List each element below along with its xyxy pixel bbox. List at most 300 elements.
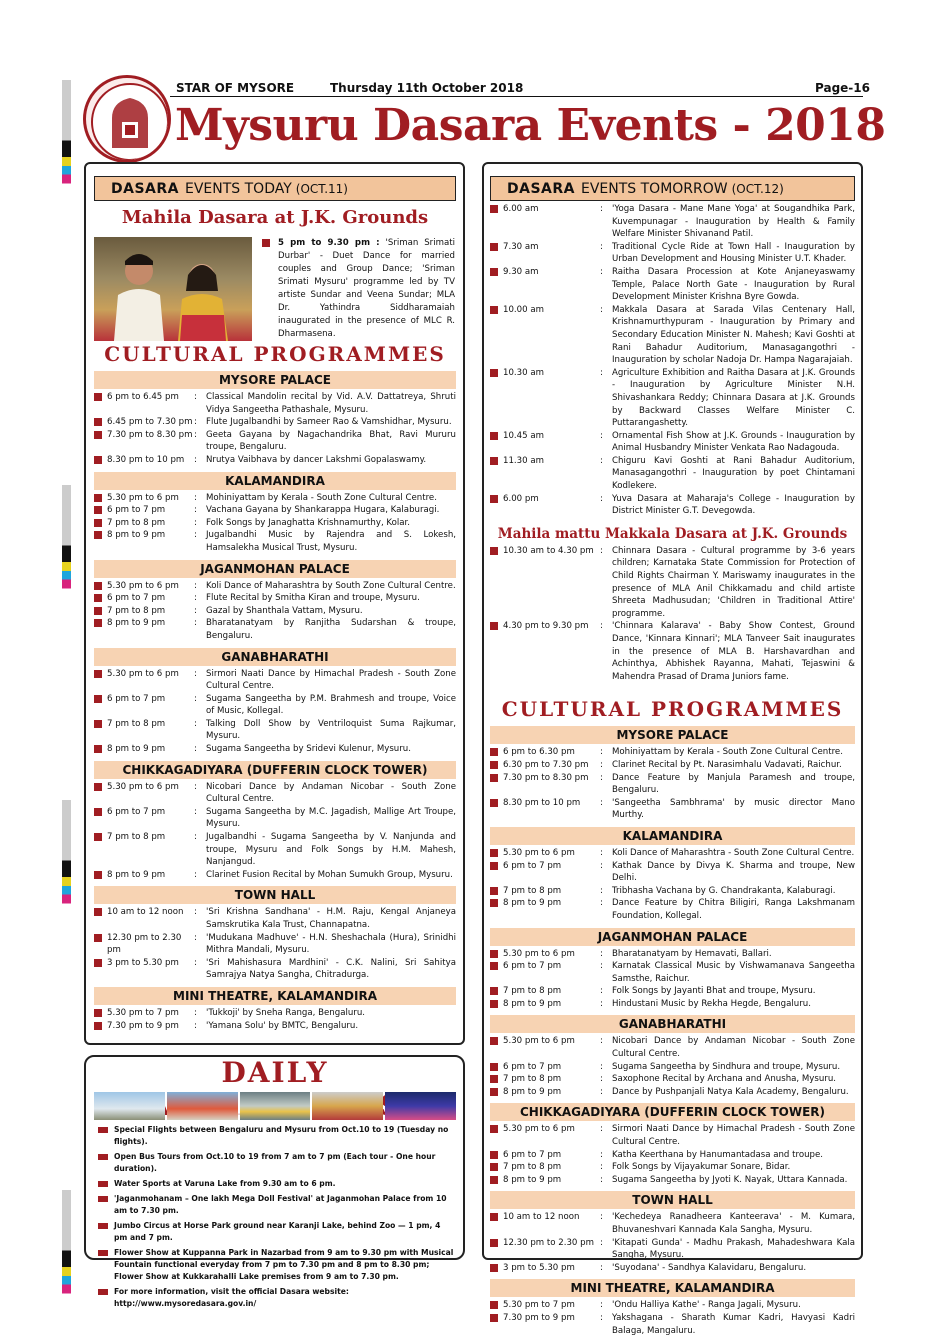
attraction-item (98, 1247, 456, 1283)
colon-separator: : (600, 1174, 603, 1185)
bullet-icon (98, 1127, 108, 1133)
attraction-text: Jumbo Circus at Horse Park ground near Karanji Lake, behind Zoo — 1 pm, 4 pm and 7 pm. (114, 1221, 441, 1242)
couple-photo (94, 237, 252, 341)
today-section-title (94, 176, 456, 201)
schedule-row (490, 620, 855, 683)
schedule-description: Sugama Sangeetha by M.C. Jagadish, Mallige Art Troupe, Mysuru. (206, 806, 456, 830)
bus-photo (167, 1092, 238, 1120)
attractions-photo-strip (94, 1092, 456, 1120)
schedule-row (490, 948, 855, 961)
schedule-time: 6.00 pm (503, 493, 539, 504)
schedule-time: 8 pm to 9 pm (503, 1086, 562, 1097)
schedule-time: 6 pm to 7 pm (107, 693, 166, 704)
bullet-icon (94, 908, 102, 916)
schedule-row (490, 493, 855, 518)
bullet-icon (98, 1181, 108, 1187)
colon-separator: : (600, 1300, 603, 1311)
bullet-icon (94, 594, 102, 602)
colon-separator: : (600, 621, 603, 632)
colon-separator: : (194, 517, 197, 528)
bullet-icon (94, 519, 102, 527)
colon-separator: : (194, 932, 197, 943)
schedule-time: 6.00 am (503, 204, 539, 214)
attraction-item (98, 1151, 456, 1175)
schedule-time: 7 pm to 8 pm (107, 718, 166, 729)
bullet-icon (490, 243, 498, 251)
schedule-description: Flute Recital by Smitha Kiran and troupe, Mysuru. (206, 593, 420, 604)
venue-schedule (490, 1299, 855, 1337)
attraction-text: Flower Show at Kuppanna Park in Nazarbad from 9 am to 9.30 pm with Musical Fountain functional everyday from 7 pm to 7.30 pm and 8 pm to 8.30 pm; Flower Show at Kukkarahalli Lake premises from 9 am to 7.30 pm. (114, 1248, 454, 1281)
bullet-icon (94, 456, 102, 464)
schedule-description: 'Yoga Dasara - Mane Mane Yoga' at Sougandhika Park, Kuvempunagar - Inauguration by Health & Family Welfare Minister Shivanand Patil. (612, 204, 855, 240)
schedule-time: 8 pm to 9 pm (503, 998, 562, 1009)
tomorrow-cultural-heading: CULTURAL PROGRAMMES (501, 697, 844, 722)
schedule-row (94, 391, 456, 416)
schedule-row (94, 492, 456, 505)
schedule-description: 'Sri Krishna Sandhana' - H.M. Raju, Kengal Anjaneya Samskrutika Kala Trust, Channapatna. (206, 907, 456, 930)
colon-separator: : (194, 392, 197, 402)
tomorrow-mahila-title: Mahila mattu Makkala Dasara at J.K. Grounds (497, 525, 848, 542)
bullet-icon (490, 748, 498, 756)
schedule-time: 8 pm to 9 pm (503, 898, 562, 909)
bullet-icon (94, 607, 102, 615)
bullet-icon (490, 622, 498, 630)
bullet-icon (94, 431, 102, 439)
schedule-description: 'Sri Mahishasura Mardhini' - C.K. Nalini, Sri Sahitya Samrajya Natya Sangha, Chitradurga. (206, 957, 456, 981)
schedule-description: Folk Songs by Vijayakumar Sonare, Bidar. (612, 1162, 791, 1173)
schedule-time: 5.30 pm to 6 pm (503, 948, 575, 959)
bullet-icon (490, 1125, 498, 1133)
schedule-row (94, 743, 456, 756)
schedule-row (490, 367, 855, 430)
attraction-item (98, 1286, 456, 1310)
schedule-time: 7 pm to 8 pm (107, 832, 166, 843)
schedule-row (94, 605, 456, 618)
schedule-description: 'Yamana Solu' by BMTC, Bengaluru. (206, 1020, 359, 1031)
colon-separator: : (600, 367, 603, 378)
colon-separator: : (194, 492, 197, 503)
schedule-row (490, 985, 855, 998)
colon-separator: : (600, 1036, 603, 1047)
bullet-icon (490, 547, 498, 555)
attractions-title: DAILY (221, 1056, 329, 1089)
schedule-row (490, 746, 855, 759)
schedule-description: Mohiniyattam by Kerala - South Zone Cultural Centre. (206, 492, 437, 503)
schedule-row (94, 517, 456, 530)
colon-separator: : (600, 266, 603, 277)
attraction-text: 'Jaganmohanam – One lakh Mega Doll Festival' at Jaganmohan Palace from 10 am to 7.30 pm. (114, 1194, 447, 1215)
schedule-row (490, 998, 855, 1011)
schedule-time: 10.30 am (503, 367, 544, 378)
bullet-icon (98, 1154, 108, 1160)
colon-separator: : (194, 580, 197, 591)
schedule-row (490, 266, 855, 304)
venue-heading: CHIKKAGADIYARA (DUFFERIN CLOCK TOWER) (490, 1103, 855, 1121)
schedule-description: Nicobari Dance by Andaman Nicobar - South Zone Cultural Centre. (206, 781, 456, 805)
bullet-icon (94, 934, 102, 942)
colon-separator: : (600, 797, 603, 808)
page-headline: Mysuru Dasara Events - 2018 (175, 100, 886, 151)
doll-photo (312, 1092, 383, 1120)
colon-separator: : (600, 986, 603, 997)
schedule-description: 'Ondu Halliya Kathe' - Ranga Jagali, Mysuru. (612, 1300, 801, 1311)
venue-heading: TOWN HALL (490, 1191, 855, 1209)
today-date-label: (OCT.11) (295, 181, 348, 196)
bullet-icon (490, 457, 498, 465)
schedule-description: Gazal by Shanthala Vattam, Mysuru. (206, 605, 363, 616)
colon-separator: : (600, 1061, 603, 1072)
schedule-row (490, 860, 855, 885)
schedule-description: Tribhasha Vachana by G. Chandrakanta, Kalaburagi. (612, 885, 836, 896)
venue-schedule (490, 746, 855, 822)
colon-separator: : (600, 1074, 603, 1085)
bullet-icon (94, 418, 102, 426)
schedule-row (94, 529, 456, 554)
colon-separator: : (600, 1237, 603, 1248)
tomorrow-section-title (490, 176, 855, 201)
colon-separator: : (600, 1212, 603, 1223)
venue-heading: GANABHARATHI (94, 648, 456, 666)
attraction-item (98, 1178, 456, 1190)
schedule-description: Bharatanatyam by Ranjitha Sudarshan & troupe, Bengaluru. (206, 618, 456, 641)
attraction-item (98, 1124, 456, 1148)
schedule-description: Folk Songs by Jayanti Bhat and troupe, Mysuru. (612, 986, 816, 997)
schedule-time: 3 pm to 5.30 pm (107, 957, 179, 968)
schedule-description: Sugama Sangeetha by P.M. Brahmesh and troupe, Voice of Music, Kollegal. (206, 693, 456, 717)
schedule-description: Sirmori Naati Dance by Himachal Pradesh - South Zone Cultural Centre. (612, 1124, 855, 1148)
schedule-description: Nrutya Vaibhava by dancer Lakshmi Gopalaswamy. (206, 454, 427, 465)
schedule-time: 5.30 pm to 6 pm (107, 781, 179, 792)
schedule-row (94, 806, 456, 831)
registration-bar-top (62, 80, 71, 190)
schedule-time: 7 pm to 8 pm (107, 517, 166, 528)
schedule-row (94, 580, 456, 593)
venue-heading: MYSORE PALACE (94, 371, 456, 389)
schedule-row (94, 831, 456, 869)
colon-separator: : (600, 204, 603, 214)
registration-bar-bottom (62, 1190, 71, 1300)
schedule-row (94, 592, 456, 605)
bullet-icon (490, 1063, 498, 1071)
bullet-icon (490, 1088, 498, 1096)
schedule-time: 6 pm to 7 pm (503, 961, 562, 972)
watersports-photo (240, 1092, 311, 1120)
schedule-row (490, 897, 855, 922)
colon-separator: : (194, 668, 197, 679)
schedule-description: Clarinet Recital by Pt. Narasimhalu Vadavati, Raichur. (612, 759, 842, 770)
bullet-icon (262, 239, 270, 247)
schedule-time: 7 pm to 8 pm (503, 885, 562, 896)
schedule-row (94, 1007, 456, 1020)
attraction-text: Water Sports at Varuna Lake from 9.30 am to 6 pm. (114, 1179, 336, 1188)
today-mahila-text: 'Sriman Srimati Durbar' - Duet Dance for married couples and Group Dance; 'Sriman Srimati Mysuru' programme led by TV artiste Sundar and Veena Sundar; MLA Dr. Yathindra Siddharamaiah inaugurated in the presence of MLC R. Dharmasena. (278, 238, 456, 339)
logo-icon (83, 75, 171, 163)
colon-separator: : (600, 961, 603, 972)
paper-name: STAR OF MYSORE (176, 81, 295, 95)
venue-schedule (94, 781, 456, 882)
colon-separator: : (600, 1086, 603, 1097)
schedule-time: 8 pm to 9 pm (107, 869, 166, 880)
tomorrow-events (490, 203, 855, 518)
schedule-row (490, 1073, 855, 1086)
colon-separator: : (600, 847, 603, 858)
schedule-description: Makkala Dasara at Sarada Vilas Centenary Hall, Krishnamurthypuram - Inauguration by Primary and Secondary Education Minister N. Mahesh; Kavi Goshti at Rani Bahadur Auditorium, Manasagangothri - Inauguration by scholar Nadoja Dr. Hampa Nagarajaiah. (612, 304, 855, 366)
schedule-row (94, 454, 456, 467)
schedule-row (490, 241, 855, 266)
attraction-item (98, 1220, 456, 1244)
schedule-time: 10.45 am (503, 430, 544, 441)
circus-photo (385, 1092, 456, 1120)
schedule-row (94, 957, 456, 982)
colon-separator: : (600, 885, 603, 896)
venue-schedule (490, 847, 855, 923)
bullet-icon (490, 1314, 498, 1322)
venue-heading: KALAMANDIRA (94, 472, 456, 490)
schedule-row (490, 885, 855, 898)
bullet-icon (490, 1213, 498, 1221)
schedule-time: 11.30 am (503, 455, 544, 466)
schedule-row (490, 847, 855, 860)
colon-separator: : (600, 898, 603, 909)
schedule-description: 'Mudukana Madhuve' - H.N. Sheshachala (Hura), Srinidhi Mithra Mandali, Mysuru. (206, 932, 456, 956)
schedule-row (490, 772, 855, 797)
registration-bar-low (62, 800, 71, 910)
venue-schedule (490, 1123, 855, 1186)
bullet-icon (94, 494, 102, 502)
schedule-row (490, 455, 855, 493)
venue-heading: GANABHARATHI (490, 1015, 855, 1033)
venue-heading: MYSORE PALACE (490, 726, 855, 744)
schedule-time: 8 pm to 9 pm (107, 744, 166, 755)
bullet-icon (94, 833, 102, 841)
colon-separator: : (600, 1124, 603, 1135)
bullet-icon (94, 745, 102, 753)
venue-schedule (490, 1035, 855, 1098)
schedule-description: Bharatanatyam by Hemavati, Ballari. (612, 948, 772, 959)
schedule-description: Raitha Dasara Procession at Kote Anjaneyaswamy Temple, Palace North Gate - Inauguration by Rural Development Minister Krishna Byre Gowda. (612, 266, 855, 303)
schedule-time: 5.30 pm to 6 pm (107, 668, 179, 679)
colon-separator: : (600, 430, 603, 441)
schedule-row (94, 869, 456, 882)
schedule-description: 'Chinnara Kalarava' - Baby Show Contest, Ground Dance, 'Kinnara Kinnari'; MLA Tanveer Sait inaugurates in the presence of MLA B. Harshavardhan and Achinthya, Abhishek Rayanna, Mahati, Tejaswini & Mahendra Prasad of Drama Juniors fame. (612, 621, 855, 682)
bullet-icon (490, 495, 498, 503)
schedule-description: Dance Feature by Manjula Paramesh and troupe, Bengaluru. (612, 772, 855, 796)
bullet-icon (490, 1176, 498, 1184)
bullet-icon (490, 849, 498, 857)
colon-separator: : (600, 455, 603, 466)
schedule-row (490, 1262, 855, 1275)
bullet-icon (94, 393, 102, 401)
schedule-description: 'Sangeetha Sambhrama' by music director Mano Murthy. (612, 797, 855, 821)
schedule-time: 6 pm to 7 pm (107, 593, 166, 604)
schedule-time: 7.30 pm to 8.30 pm (107, 429, 193, 440)
today-programmes (94, 342, 456, 1032)
schedule-time: 9.30 am (503, 266, 539, 277)
bullet-icon (94, 695, 102, 703)
schedule-time: 7.30 pm to 8.30 pm (503, 772, 589, 783)
bullet-icon (98, 1223, 108, 1229)
bullet-icon (98, 1289, 108, 1295)
venue-heading: TOWN HALL (94, 886, 456, 904)
colon-separator: : (194, 832, 197, 843)
bullet-icon (94, 1022, 102, 1030)
today-venues (94, 371, 456, 1032)
flight-photo (94, 1092, 165, 1120)
colon-separator: : (600, 545, 603, 556)
schedule-description: Koli Dance of Maharashtra by South Zone Cultural Centre. (206, 580, 456, 591)
schedule-description: Geeta Gayana by Nagachandrika Bhat, Ravi Mururu troupe, Bengaluru. (206, 429, 456, 453)
schedule-description: Mohiniyattam by Kerala - South Zone Cultural Centre. (612, 747, 843, 758)
schedule-description: Clarinet Fusion Recital by Mohan Sumukh Group, Mysuru. (206, 869, 453, 880)
schedule-time: 6 pm to 7 pm (503, 1149, 562, 1160)
schedule-time: 4.30 pm to 9.30 pm (503, 621, 589, 632)
schedule-time: 12.30 pm to 2.30 pm (107, 932, 182, 956)
schedule-description: Kathak Dance by Divya K. Sharma and troupe, New Delhi. (612, 860, 855, 884)
colon-separator: : (194, 744, 197, 755)
schedule-description: Sugama Sangeetha by Sridevi Kulenur, Mysuru. (206, 744, 411, 755)
tomorrow-mahila (490, 545, 855, 684)
tomorrow-date-label: (OCT.12) (731, 181, 784, 196)
bullet-icon (94, 1009, 102, 1017)
schedule-time: 6 pm to 7 pm (107, 806, 166, 817)
schedule-time: 5.30 pm to 6 pm (107, 492, 179, 503)
schedule-time: 6.30 pm to 7.30 pm (503, 759, 589, 770)
schedule-time: 8 pm to 9 pm (503, 1174, 562, 1185)
schedule-row (94, 1020, 456, 1033)
colon-separator: : (194, 1020, 197, 1031)
schedule-row (94, 429, 456, 454)
schedule-time: 6 pm to 6.45 pm (107, 392, 179, 402)
schedule-time: 10 am to 12 noon (503, 1212, 580, 1223)
bullet-icon (490, 1163, 498, 1171)
schedule-description: Dance by Pushpanjali Natya Kala Academy, Bengaluru. (612, 1086, 849, 1097)
schedule-time: 7 pm to 8 pm (503, 1162, 562, 1173)
venue-schedule (94, 580, 456, 643)
colon-separator: : (600, 759, 603, 770)
schedule-description: Sugama Sangeetha by Sindhura and troupe, Mysuru. (612, 1061, 841, 1072)
venue-heading: MINI THEATRE, KALAMANDIRA (490, 1279, 855, 1297)
today-cultural-heading: CULTURAL PROGRAMMES (104, 342, 446, 366)
schedule-time: 6 pm to 7 pm (503, 860, 562, 871)
today-mahila-entry (262, 237, 455, 341)
schedule-row (94, 504, 456, 517)
schedule-description: Yuva Dasara at Maharaja's College - Inauguration by District Minister G.T. Devegowda. (612, 493, 855, 517)
bullet-icon (98, 1250, 108, 1256)
bullet-icon (490, 1000, 498, 1008)
attractions-list (98, 1121, 456, 1310)
schedule-row (490, 430, 855, 455)
bullet-icon (490, 1151, 498, 1159)
schedule-time: 7.30 am (503, 241, 539, 252)
header-rule (170, 96, 863, 97)
schedule-row (94, 718, 456, 743)
schedule-description: Sirmori Naati Dance by Himachal Pradesh - South Zone Cultural Centre. (206, 668, 456, 692)
schedule-row (490, 1061, 855, 1074)
schedule-description: Jugalbandhi Music by Rajendra and S. Lokesh, Hamsalekha Musical Trust, Mysuru. (206, 530, 456, 553)
venue-heading: JAGANMOHAN PALACE (490, 928, 855, 946)
bullet-icon (490, 799, 498, 807)
attraction-text: Open Bus Tours from Oct.10 to 19 from 7 am to 7 pm (Each tour - One hour duration). (114, 1152, 436, 1173)
schedule-description: Agriculture Exhibition and Raitha Dasara at J.K. Grounds - Inauguration by Agriculture Minister N.H. Shivashankara Reddy; Chinnara Dasara at J.K. Grounds by Backward Classes Welfare Minister C. Puttarangashetty. (612, 367, 855, 429)
schedule-time: 5.30 pm to 7 pm (503, 1300, 575, 1311)
schedule-row (490, 759, 855, 772)
schedule-time: 6.45 pm to 7.30 pm (107, 417, 193, 428)
schedule-row (94, 693, 456, 718)
venue-schedule (94, 391, 456, 467)
schedule-description: Nicobari Dance by Andaman Nicobar - South Zone Cultural Centre. (612, 1036, 855, 1060)
bullet-icon (490, 268, 498, 276)
schedule-description: Saxophone Recital by Archana and Anusha, Mysuru. (612, 1074, 837, 1085)
bullet-icon (490, 1301, 498, 1309)
colon-separator: : (194, 957, 197, 968)
schedule-row (490, 1174, 855, 1187)
colon-separator: : (600, 1162, 603, 1173)
schedule-time: 5.30 pm to 6 pm (107, 580, 179, 591)
colon-separator: : (194, 530, 197, 541)
schedule-row (94, 781, 456, 806)
bullet-icon (94, 783, 102, 791)
bullet-icon (490, 761, 498, 769)
schedule-description: Flute Jugalbandhi by Sameer Rao & Vamshidhar, Mysuru. (206, 417, 452, 428)
colon-separator: : (600, 747, 603, 758)
bullet-icon (490, 205, 498, 213)
page-number: Page-16 (815, 81, 870, 95)
bullet-icon (490, 962, 498, 970)
bullet-icon (94, 720, 102, 728)
schedule-description: Karnatak Classical Music by Vishwamanava Sangeetha Samsthe, Raichur. (612, 961, 855, 984)
schedule-time: 7.30 pm to 9 pm (107, 1020, 179, 1031)
schedule-description: 'Tukkoji' by Sneha Ranga, Bengaluru. (206, 1007, 366, 1018)
bullet-icon (490, 899, 498, 907)
colon-separator: : (600, 772, 603, 783)
schedule-row (490, 1086, 855, 1099)
colon-separator: : (194, 693, 197, 704)
colon-separator: : (194, 781, 197, 792)
bullet-icon (490, 987, 498, 995)
schedule-time: 6 pm to 6.30 pm (503, 747, 575, 758)
today-dasara-label: DASARA (111, 180, 179, 197)
colon-separator: : (194, 505, 197, 516)
bullet-icon (94, 670, 102, 678)
schedule-row (490, 203, 855, 241)
bullet-icon (490, 1264, 498, 1272)
schedule-row (490, 1123, 855, 1148)
colon-separator: : (600, 1312, 603, 1323)
schedule-row (490, 304, 855, 367)
today-mahila-title: Mahila Dasara at J.K. Grounds (121, 207, 429, 228)
bullet-icon (490, 1037, 498, 1045)
schedule-description: Chiguru Kavi Goshti at Rani Bahadur Auditorium, Manasagangothri - Inauguration by poet Chintamani Kodlekere. (612, 455, 855, 492)
schedule-description: Koli Dance of Maharashtra - South Zone Cultural Centre. (612, 847, 855, 858)
venue-heading: CHIKKAGADIYARA (DUFFERIN CLOCK TOWER) (94, 761, 456, 779)
bullet-icon (490, 862, 498, 870)
schedule-description: 'Suyodana' - Sandhya Kalavidaru, Bengaluru. (612, 1262, 807, 1273)
schedule-time: 7 pm to 8 pm (503, 986, 562, 997)
bullet-icon (490, 950, 498, 958)
schedule-row (94, 906, 456, 931)
attraction-text: For more information, visit the official Dasara website: http://www.mysoredasara.gov.in/ (114, 1287, 349, 1308)
tomorrow-venues (490, 726, 855, 1337)
bullet-icon (94, 871, 102, 879)
colon-separator: : (194, 454, 197, 465)
colon-separator: : (600, 1262, 603, 1273)
venue-schedule (94, 668, 456, 756)
venue-schedule (94, 906, 456, 982)
bullet-icon (94, 959, 102, 967)
colon-separator: : (194, 593, 197, 604)
colon-separator: : (600, 1149, 603, 1160)
schedule-time: 8 pm to 9 pm (107, 618, 166, 629)
